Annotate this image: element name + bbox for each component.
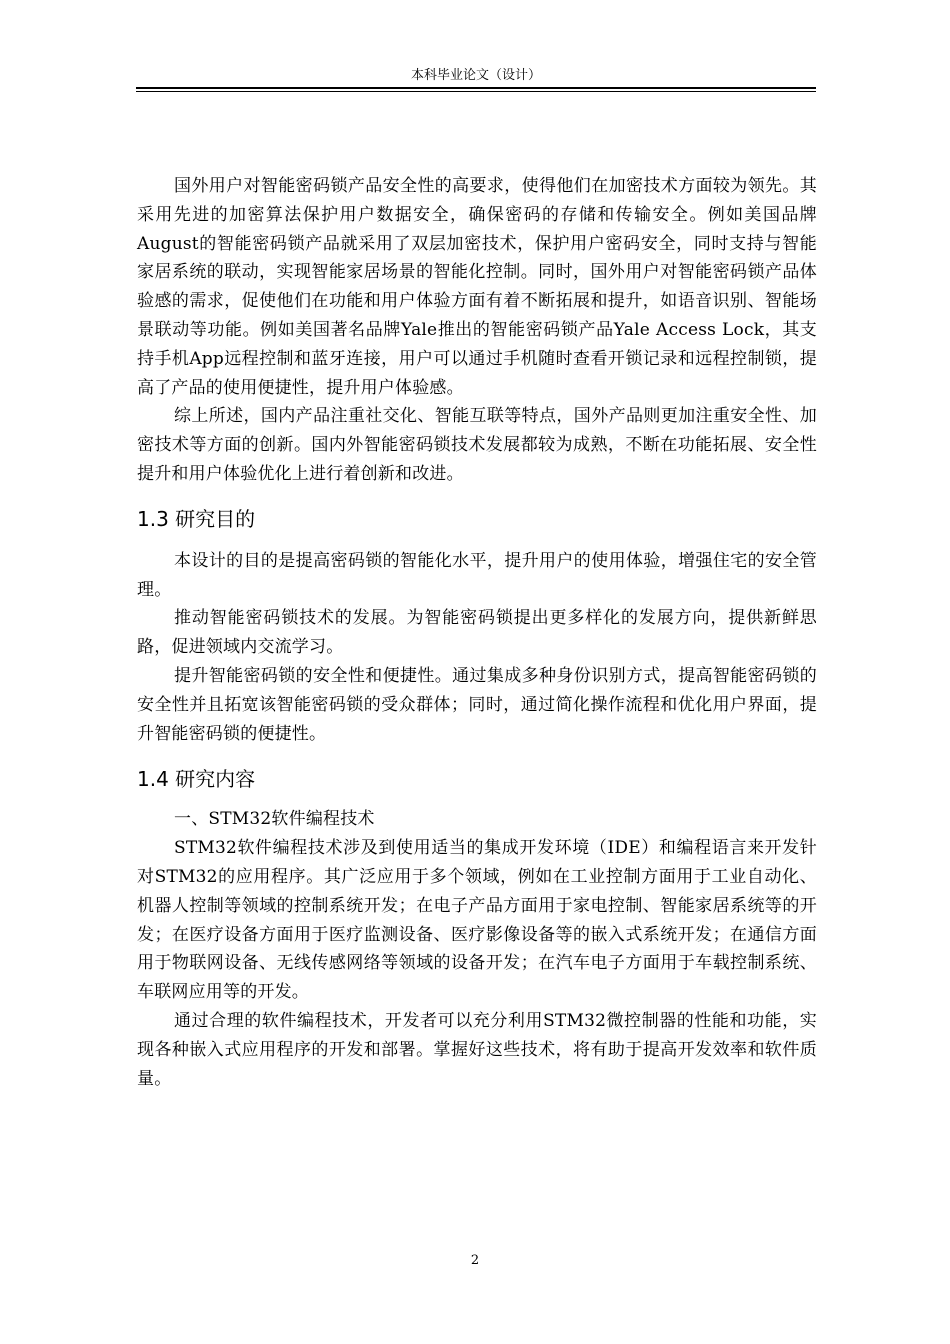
body-paragraph: 本设计的目的是提高密码锁的智能化水平，提升用户的使用体验，增强住宅的安全管理。 [137, 550, 817, 600]
header-rule-thin [136, 91, 816, 92]
body-paragraph: 国外用户对智能密码锁产品安全性的高要求，使得他们在加密技术方面较为领先。其采用先进的加密算法保护用户数据安全，确保密码的存储和传输安全。例如美国品牌August的智能密码锁产品就采用了双层加密技术，保护用户密码安全，同时支持与智能家居系统的联动，实现智能家居场景的智能化控制。同时，国外用户对智能密码锁产品体验感的需求，促使他们在功能和用户体验方面有着不断拓展和提升，如语音识别、智能场景联动等功能。例如美国著名品牌Yale推出的智能密码锁产品Yale Access Lock，其支持手机App远程控制和蓝牙连接，用户可以通过手机随时查看开锁记录和远程控制锁，提高了产品的使用便捷性，提升用户体验感。 [137, 176, 817, 398]
sub-heading: 一、STM32软件编程技术 [174, 809, 375, 830]
document-body [137, 172, 817, 1093]
page-header: 本科毕业论文（设计） [410, 68, 541, 83]
header-rule-thick [136, 87, 816, 89]
section-heading-1-4: 1.4 研究内容 [137, 767, 256, 792]
page-number: 2 [470, 1253, 480, 1268]
section-heading-1-3: 1.3 研究目的 [137, 506, 256, 531]
body-paragraph: 推动智能密码锁技术的发展。为智能密码锁提出更多样化的发展方向，提供新鲜思路，促进领域内交流学习。 [137, 608, 817, 658]
body-paragraph: STM32软件编程技术涉及到使用适当的集成开发环境（IDE）和编程语言来开发针对STM32的应用程序。其广泛应用于多个领域，例如在工业控制方面用于工业自动化、机器人控制等领域的控制系统开发；在电子产品方面用于家电控制、智能家居系统等的开发；在医疗设备方面用于医疗监测设备、医疗影像设备等的嵌入式系统开发；在通信方面用于物联网设备、无线传感网络等领域的设备开发；在汽车电子方面用于车载控制系统、车联网应用等的开发。 [137, 838, 817, 1003]
body-paragraph: 综上所述，国内产品注重社交化、智能互联等特点，国外产品则更加注重安全性、加密技术等方面的创新。国内外智能密码锁技术发展都较为成熟，不断在功能拓展、安全性提升和用户体验优化上进行着创新和改进。 [137, 406, 817, 484]
body-paragraph: 通过合理的软件编程技术，开发者可以充分利用STM32微控制器的性能和功能，实现各种嵌入式应用程序的开发和部署。掌握好这些技术，将有助于提高开发效率和软件质量。 [137, 1010, 817, 1089]
body-paragraph: 提升智能密码锁的安全性和便捷性。通过集成多种身份识别方式，提高智能密码锁的安全性并且拓宽该智能密码锁的受众群体；同时，通过简化操作流程和优化用户界面，提升智能密码锁的便捷性。 [137, 665, 817, 744]
